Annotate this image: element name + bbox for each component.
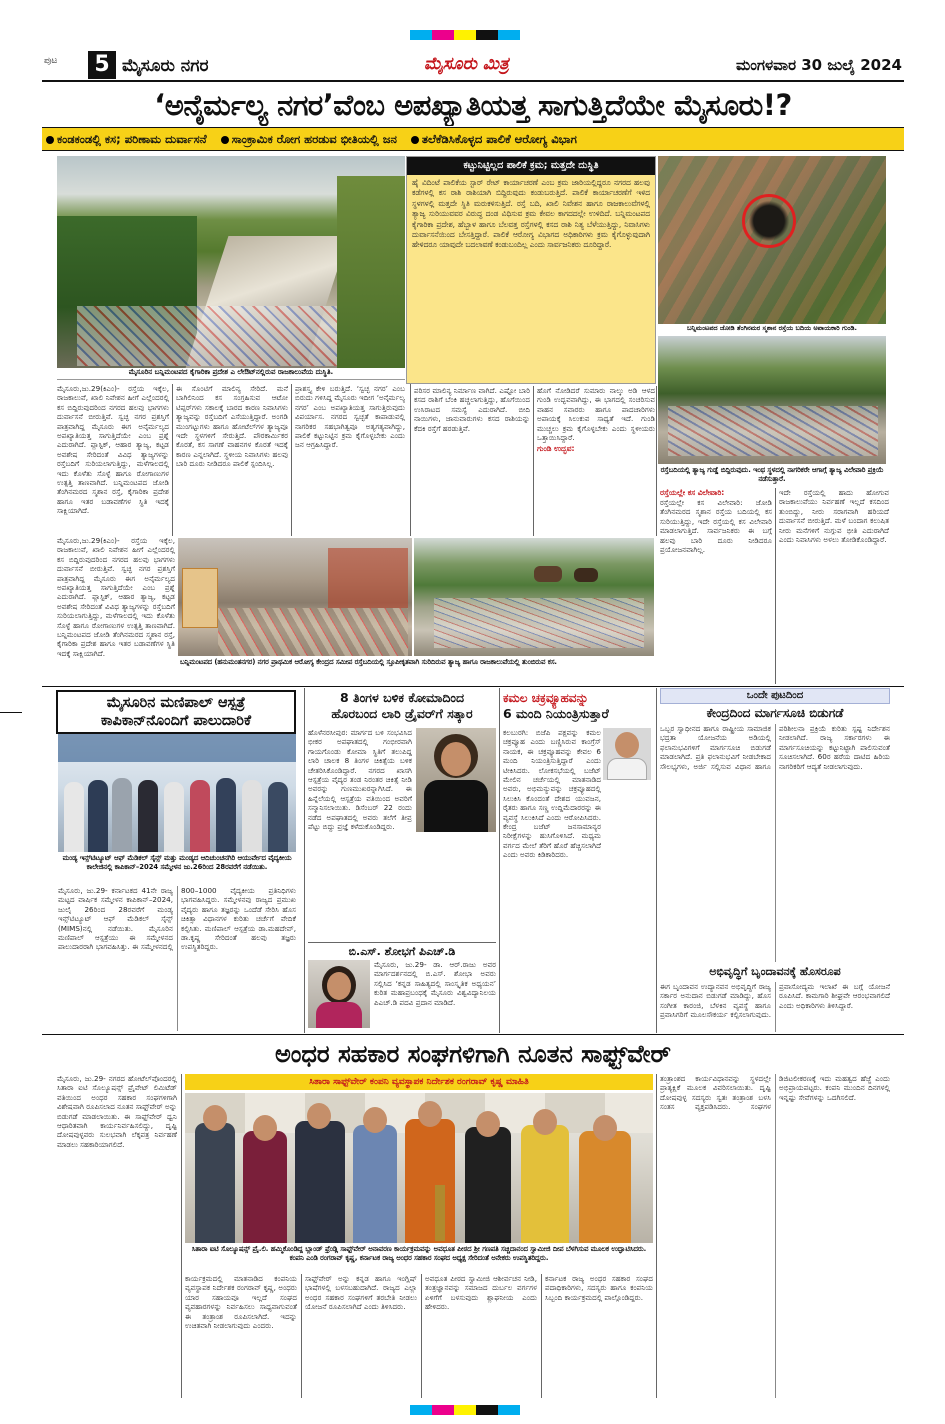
sidebar-title: ಕಟ್ಟುನಿಟ್ಟಿಲ್ಲದ ಪಾಲಿಕೆ ಕ್ರಮ; ಮತ್ತದೇ ದುಸ್ಥಿತಿ (407, 157, 655, 175)
guidelines-story (660, 688, 890, 1033)
software-launch-photo (185, 1093, 653, 1243)
software-photo-caption: ಸಿತಾರಾ ಐಟಿ ಸೊಲ್ಯೂಷನ್ಸ್ ಪ್ರೈ.ಲಿ. ಹಮ್ಮಿಕೊಂಡಿದ್ದ ಬ್ಲಾಂಡ್ ಫ್ರೆಂಡ್ಲಿ ಸಾಫ್ಟ್‌ವೇರ್ ಅನಾವರಣ ಕಾರ್ಯಕ್ರಮವನ್ನು ಅವಧೂತ ಪೀಠದ ಶ್ರೀ ಗಣಪತಿ ಸಚ್ಚಿದಾನಂದ ಸ್ವಾಮೀಜಿ ದೀಪ ಬೆಳಗಿಸುವ ಮೂಲಕ ಉದ್ಘಾಟಿಸಿದರು. ಕಂಪನಿ ಎಂಡಿ ರಂಗರಾವ್ ಕೃಷ್ಣ, ಕರ್ನಾಟಕ ರಾಜ್ಯ ಅಂಧರ ಸಹಕಾರ ಸಂಘದ ಅಧ್ಯಕ್ಷ ಸೇರಿದಂತೆ ಅನೇಕರು ಉಪಸ್ಥಿತರಿದ್ದರು. (191, 1245, 647, 1262)
road-hole-photo (658, 156, 886, 324)
roadside-photo-caption: ರಸ್ತೆಬದಿಯಲ್ಲಿ ತ್ಯಾಜ್ಯ ಗುಡ್ಡೆ ಬಿದ್ದಿರುವುದು. ಇಂಥ ಸ್ಥಳದಲ್ಲಿ ನಾಗರಿಕರೇ ಆಗಾಗ್ಗೆ ತ್ಯಾಜ್ಯ ವಿಲೇವಾರಿ ಪ್ರಕ್ರಿಯೆ ನಡೆಸುತ್ತಾರೆ. (660, 466, 884, 483)
software-tagline: ಸಿತಾರಾ ಸಾಫ್ಟ್‌ವೇರ್ ಕಂಪನಿ ವ್ಯವಸ್ಥಾಪಕ ನಿರ್ದೇಶಕ ರಂಗರಾವ್ ಕೃಷ್ಣ ಮಾಹಿತಿ (185, 1074, 653, 1090)
garbage-subhead: ರಸ್ತೆಯಲ್ಲೇ ಕಸ ವಿಲೇವಾರಿ: (660, 488, 725, 497)
lead-column-4: ಪರಿಸರ ಮಾಲಿನ್ಯ ನಿರ್ಮಾಣ ವಾಗಿದೆ. ಎಷ್ಟೋ ಬಾರಿ ಕಸದ ರಾಶಿಗೆ ಬೆಂಕಿ ಹಚ್ಚಲಾಗುತ್ತಿದ್ದು, ಹೊಗೆಯಿಂದ ಉಸಿರಾಟದ ಸಮಸ್ಯೆ ಎದುರಾಗಿದೆ. ಬೀದಿ ನಾಯಿಗಳು, ಜಾನುವಾರುಗಳು ಕಸದ ರಾಶಿಯನ್ನು ಕೆದಕಿ ರಸ್ತೆಗೆ ಹರಡುತ್ತಿವೆ. (414, 386, 530, 433)
hole-highlight-circle (742, 194, 796, 248)
brindavan-body: ಈಗ ಬೃಂದಾವನ ಉದ್ಯಾನವನ ಅಭಿವೃದ್ಧಿಗೆ ರಾಜ್ಯ ಸರ್ಕಾರ ಅನುದಾನ ಬಿಡುಗಡೆ ಮಾಡಿದ್ದು, ಹೊಸ ಸಂಗೀತ ಕಾರಂಜಿ, ಬೆಳಕಿನ ವ್ಯವಸ್ಥೆ ಹಾಗೂ ಪ್ರವಾಸಿಗರಿಗೆ ಮೂಲಸೌಕರ್ಯ ಕಲ್ಪಿಸಲಾಗುವುದು. ಪ್ರವಾಸೋದ್ಯಮ ಇಲಾಖೆ ಈ ಬಗ್ಗೆ ಯೋಜನೆ ರೂಪಿಸಿದೆ. ಕಾಮಗಾರಿ ಶೀಘ್ರವೇ ಆರಂಭವಾಗಲಿದೆ ಎಂದು ಅಧಿಕಾರಿಗಳು ತಿಳಿಸಿದ್ದಾರೆ. (660, 982, 890, 1020)
color-bar-bottom (410, 1405, 520, 1415)
software-column-3: ಸಾಫ್ಟ್‌ವೇರ್ ಅನ್ನು ಕನ್ನಡ ಹಾಗೂ ಇಂಗ್ಲಿಷ್ ಭಾಷೆಗಳಲ್ಲಿ ಬಳಸಬಹುದಾಗಿದೆ. ರಾಜ್ಯದ ಎಲ್ಲಾ ಅಂಧರ ಸಹಕಾರ ಸಂಘಗಳಿಗೆ ತರಬೇತಿ ನೀಡಲು ಯೋಜನೆ ರೂಪಿಸಲಾಗಿದೆ ಎಂದು ತಿಳಿಸಿದರು. (305, 1274, 417, 1312)
gundi-subhead: ಗುಂಡಿ ಉದ್ಭವ: (537, 444, 575, 454)
shobha-portrait (308, 960, 370, 1028)
guidelines-kicker: ಒಂದೇ ಪುಟದಿಂದ (660, 688, 890, 704)
lead-column-2: ಈ ಸೊಂಟಿಗೆ ಮಾಲಿನ್ಯ ಸೇರಿದೆ. ಮನೆ ಬಾಗಿಲಿನಿಂದ ಕಸ ಸಂಗ್ರಹಿಸುವ ಆಟೋ ಟಿಪ್ಪರ್‌ಗಳು ಸಕಾಲಕ್ಕೆ ಬಾರದ ಕಾರಣ ನಿವಾಸಿಗಳು ತ್ಯಾಜ್ಯವನ್ನು ರಸ್ತೆಬದಿಗೆ ಎಸೆಯುತ್ತಿದ್ದಾರೆ. ಅಂಗಡಿ ಮುಂಗಟ್ಟುಗಳು ಹಾಗೂ ಹೋಟೆಲ್‌ಗಳ ತ್ಯಾಜ್ಯವೂ ಇದೇ ಸ್ಥಳಗಳಿಗೆ ಸೇರುತ್ತಿದೆ. ಪೌರಕಾರ್ಮಿಕರ ಕೊರತೆ, ಕಸ ಸಾಗಣೆ ವಾಹನಗಳ ಕೊರತೆ ಇದಕ್ಕೆ ಕಾರಣ ಎನ್ನಲಾಗಿದೆ. ಸ್ಥಳೀಯ ನಿವಾಸಿಗಳು ಹಲವು ಬಾರಿ ದೂರು ನೀಡಿದರೂ ಪಾಲಿಕೆ ಸ್ಪಂದಿಸಿಲ್ಲ. (176, 384, 288, 469)
issue-date: ಮಂಗಳವಾರ 30 ಜುಲೈ 2024 (735, 56, 902, 74)
construction-debris-photo (178, 538, 412, 656)
software-column-2: ಕಾರ್ಯಕ್ರಮದಲ್ಲಿ ಮಾತನಾಡಿದ ಕಂಪನಿಯ ವ್ಯವಸ್ಥಾಪಕ ನಿರ್ದೇಶಕ ರಂಗರಾವ್ ಕೃಷ್ಣ, ಅಂಧರು ಯಾರ ಸಹಾಯವೂ ಇಲ್ಲದೆ ಸಂಘದ ವ್ಯವಹಾರಗಳನ್ನು ನಿರ್ವಹಿಸಲು ಸಾಧ್ಯವಾಗುವಂತೆ ಈ ತಂತ್ರಾಂಶ ರೂಪಿಸಲಾಗಿದೆ. ಇದನ್ನು ಉಚಿತವಾಗಿ ನೀಡಲಾಗುವುದು ಎಂದರು. (185, 1274, 297, 1331)
hanumanthanagar-caption: ಬನ್ನಿಮಂಟಪದ (ಹನುಮಂತನಗರ) ನಗರ ಪ್ರಾಥಮಿಕ ಆರೋಗ್ಯ ಕೇಂದ್ರದ ಸಮೀಪ ರಸ್ತೆಬದಿಯಲ್ಲಿ ಸ್ತೂಪೀಕೃತವಾಗಿ ಸುರಿದಿರುವ ತ್ಯಾಜ್ಯ ಹಾಗೂ ರಾಜಕಾಲುವೆಯಲ್ಲಿ ತುಂಬಿರುವ ಕಸ. (180, 658, 558, 666)
coma-story (308, 688, 496, 1033)
lead-headline: ‘ಅನೈರ್ಮಲ್ಯ ನಗರ’ವೆಂಬ ಅಪಖ್ಯಾತಿಯತ್ತ ಸಾಗುತ್ತಿದೆಯೇ ಮೈಸೂರು!? (154, 88, 792, 122)
lead-bullet-1: ಕಂಡಕಂಡಲ್ಲಿ ಕಸ; ಪರಿಣಾಮ ದುರ್ವಾಸನೆ (46, 132, 207, 146)
lead-column-5-text: ಹೊಗೆ ನೋಡಿದರೆ ಸುಮಾರು ನಾಲ್ಕು ಅಡಿ ಆಳದ ಗುಂಡಿ ಉದ್ಭವವಾಗಿದ್ದು, ಈ ಭಾಗದಲ್ಲಿ ಸಂಚರಿಸುವ ವಾಹನ ಸವಾರರು ಹಾಗೂ ಪಾದಚಾರಿಗಳು ಅಪಾಯಕ್ಕೆ ಸಿಲುಕುವ ಸಾಧ್ಯತೆ ಇದೆ. ಗುಂಡಿ ಮುಚ್ಚಲು ಕ್ರಮ ಕೈಗೊಳ್ಳಬೇಕು ಎಂದು ಸ್ಥಳೀಯರು ಒತ್ತಾಯಿಸಿದ್ದಾರೆ. (537, 386, 655, 443)
masthead (42, 50, 904, 82)
phd-body: ಮೈಸೂರು, ಜು.29- ಡಾ. ಆರ್.ರಾಜು ಅವರ ಮಾರ್ಗದರ್ಶನದಲ್ಲಿ ಬಿ.ಎಸ್. ಶೋಭಾ ಅವರು ಸಲ್ಲಿಸಿದ ‘ಕನ್ನಡ ಸಾಹಿತ್ಯದಲ್ಲಿ ಸಾಂಸ್ಕೃತಿಕ ಅಧ್ಯಯನ’ ಕುರಿತ ಮಹಾಪ್ರಬಂಧಕ್ಕೆ ಮೈಸೂರು ವಿಶ್ವವಿದ್ಯಾನಿಲಯ ಪಿಎಚ್.ಡಿ ಪದವಿ ಪ್ರದಾನ ಮಾಡಿದೆ. (374, 960, 496, 1007)
manipal-event-photo (58, 734, 296, 852)
sidebar-story (406, 156, 656, 384)
brindavan-subhead: ಅಭಿವೃದ್ಧಿಗೆ ಬೃಂದಾವನಕ್ಕೆ ಹೊಸರೂಪ (709, 965, 841, 978)
kamala-headline-line2: 6 ಮಂದಿ ನಿಯಂತ್ರಿಸುತ್ತಾರೆ (503, 706, 609, 721)
paper-name: ಮೈಸೂರು ಮಿತ್ರ (424, 54, 509, 74)
page-label: ಪುಟ (44, 56, 58, 66)
canal-photo-caption: ಮೈಸೂರಿನ ಬನ್ನಿಮಂಟಪದ ಕೈಗಾರಿಕಾ ಪ್ರದೇಶ ಎ ಲೇಔಟ್‌ನಲ್ಲಿರುವ ರಾಜಕಾಲುವೆಯ ದುಸ್ಥಿತಿ. (57, 368, 405, 380)
roadside-garbage-photo (658, 336, 886, 464)
canal-garbage-photo (57, 156, 405, 368)
phd-title: ಬಿ.ಎಸ್. ಶೋಭಗೆ ಪಿಎಚ್.ಡಿ (308, 942, 496, 959)
kamala-body: ಕಲಬುರಗಿ: ಬಿಜೆಪಿ ಪಕ್ಷವನ್ನು ಕಮಲ ಚಕ್ರವ್ಯೂಹ ಎಂದು ಬಣ್ಣಿಸಿರುವ ಕಾಂಗ್ರೆಸ್ ನಾಯಕ, ಈ ಚಕ್ರವ್ಯೂಹವನ್ನು ಕೇವಲ 6 ಮಂದಿ ನಿಯಂತ್ರಿಸುತ್ತಿದ್ದಾರೆ ಎಂದು ಟೀಕಿಸಿದರು. ಲೋಕಸಭೆಯಲ್ಲಿ ಬಜೆಟ್ ಮೇಲಿನ ಚರ್ಚೆಯಲ್ಲಿ ಮಾತನಾಡಿದ ಅವರು, ಅಭಿಮನ್ಯುವನ್ನು ಚಕ್ರವ್ಯೂಹದಲ್ಲಿ ಸಿಲುಕಿಸಿ ಕೊಂದಂತೆ ದೇಶದ ಯುವಜನ, ರೈತರು ಹಾಗೂ ಸಣ್ಣ ಉದ್ದಿಮೆದಾರರನ್ನು ಈ ವ್ಯವಸ್ಥೆ ಸಿಲುಕಿಸಿದೆ ಎಂದು ಆರೋಪಿಸಿದರು. ಕೇಂದ್ರ ಬಜೆಟ್ ಜನಸಾಮಾನ್ಯರ ನಿರೀಕ್ಷೆಗಳನ್ನು ಹುಸಿಗೊಳಿಸಿದೆ. ಮಧ್ಯಮ ವರ್ಗದ ಮೇಲೆ ತೆರಿಗೆ ಹೊರೆ ಹೆಚ್ಚಿಸಲಾಗಿದೆ ಎಂದು ಅವರು ಕಿಡಿಕಾರಿದರು. (503, 728, 601, 860)
guidelines-body: ಒಬ್ಬರ ಸ್ವಾಧೀನದ ಹಾಗೂ ರಾಷ್ಟ್ರೀಯ ಸಾಮಾಜಿಕ ಭದ್ರತಾ ಯೋಜನೆಯ ಅಡಿಯಲ್ಲಿ ಫಲಾನುಭವಿಗಳಿಗೆ ಮಾರ್ಗಸೂಚಿ ಬಿಡುಗಡೆ ಮಾಡಲಾಗಿದೆ. ಪ್ರತಿ ಫಲಾನುಭವಿಗೆ ನೀಡಬೇಕಾದ ಸೌಲಭ್ಯಗಳು, ಅರ್ಜಿ ಸಲ್ಲಿಸುವ ವಿಧಾನ ಹಾಗೂ ಪರಿಶೀಲನಾ ಪ್ರಕ್ರಿಯೆ ಕುರಿತು ಸ್ಪಷ್ಟ ನಿರ್ದೇಶನ ನೀಡಲಾಗಿದೆ. ರಾಜ್ಯ ಸರ್ಕಾರಗಳು ಈ ಮಾರ್ಗಸೂಚಿಯನ್ನು ಕಟ್ಟುನಿಟ್ಟಾಗಿ ಪಾಲಿಸುವಂತೆ ಸೂಚಿಸಲಾಗಿದೆ. 60ರ ಹರೆಯ ದಾಟಿದ ಹಿರಿಯ ನಾಗರಿಕರಿಗೆ ಆದ್ಯತೆ ನೀಡಲಾಗುವುದು. (660, 724, 890, 771)
coma-headline-line1: 8 ತಿಂಗಳ ಬಳಿಕ ಕೋಮಾದಿಂದ (339, 690, 465, 705)
lead-column-6 (660, 488, 772, 684)
kamala-story (503, 688, 653, 1033)
kamala-headline-line1: ಕಮಲ ಚಕ್ರವ್ಯೂಹವನ್ನು (503, 691, 589, 705)
crop-mark-left (0, 712, 22, 713)
sidebar-body: ಹೈ ವಿದಿಂಟೆ ಪಾಲಿಕೆಯ ಸ್ಟಾರ್ ರೇಟ್ ಕಾರ್ಯಾಚರಣೆ ಎಂಬ ಕ್ರಮ ಜಾರಿಯಲ್ಲಿದ್ದರೂ ನಗರದ ಹಲವು ಕಡೆಗಳಲ್ಲಿ ಕಸ ರಾಶಿ ರಾಶಿಯಾಗಿ ಬಿದ್ದಿರುವುದು ಕಂಡುಬರುತ್ತಿದೆ. ಪಾಲಿಕೆ ಕಾರ್ಯಾಚರಣೆಗೆ ಇಳಿದ ಸ್ಥಳಗಳಲ್ಲಿ ಮತ್ತದೇ ಸ್ಥಿತಿ ಮರುಕಳಿಸುತ್ತಿದೆ. ರಸ್ತೆ ಬದಿ, ಖಾಲಿ ನಿವೇಶನ ಹಾಗೂ ರಾಜಕಾಲುವೆಗಳಲ್ಲಿ ತ್ಯಾಜ್ಯ ಸುರಿಯುವವರ ವಿರುದ್ಧ ದಂಡ ವಿಧಿಸುವ ಕ್ರಮ ಕೇವಲ ಕಾಗದದಲ್ಲೇ ಉಳಿದಿದೆ. ಬನ್ನಿಮಂಟಪದ ಕೈಗಾರಿಕಾ ಪ್ರದೇಶ, ಹೆಬ್ಬಾಳ ಹಾಗೂ ಬೆಲವತ್ತ ರಸ್ತೆಗಳಲ್ಲಿ ಕಸದ ರಾಶಿ ನಿತ್ಯ ಬೆಳೆಯುತ್ತಿದ್ದು, ನಿವಾಸಿಗಳು ದುರ್ವಾಸನೆಯಿಂದ ಬೇಸತ್ತಿದ್ದಾರೆ. ಪಾಲಿಕೆ ಆರೋಗ್ಯ ವಿಭಾಗದ ಅಧಿಕಾರಿಗಳು ಕ್ರಮ ಕೈಗೊಳ್ಳುವುದಾಗಿ ಹೇಳಿದರೂ ಯಾವುದೇ ಬದಲಾವಣೆ ಕಂಡುಬಂದಿಲ್ಲ ಎಂದು ಸಾರ್ವಜನಿಕರು ದೂರಿದ್ದಾರೆ. (407, 175, 655, 384)
manipal-story (42, 688, 300, 1033)
lamp-icon (435, 1185, 445, 1241)
manipal-headline-line1: ಮೈಸೂರಿನ ಮಣಿಪಾಲ್ ಆಸ್ಪತ್ರೆ (106, 695, 246, 711)
road-hole-caption: ಬನ್ನಿಮಂಟಪದ ಜೋಡಿ ತೆಂಗಿನಮರ ಸ್ಮಶಾನ ರಸ್ತೆಯ ಬದಿಯ ಅಪಾಯಕಾರಿ ಗುಂಡಿ. (687, 324, 857, 332)
software-headline: ಅಂಧರ ಸಹಕಾರ ಸಂಘಗಳಿಗಾಗಿ ನೂತನ ಸಾಫ್ಟ್‌ವೇರ್ (274, 1040, 672, 1068)
page-number: 5 (88, 51, 116, 79)
lead-bullet-3: ತಲೆಕೆಡಿಸಿಕೊಳ್ಳದ ಪಾಲಿಕೆ ಆರೋಗ್ಯ ವಿಭಾಗ (411, 132, 577, 146)
bullet-icon (221, 136, 229, 144)
driver-photo (416, 728, 496, 832)
software-column-1: ಮೈಸೂರು, ಜು.29- ನಗರದ ಹೋಟೆಲ್‌ವೊಂದರಲ್ಲಿ ಸಿತಾರಾ ಐಟಿ ಸೊಲ್ಯೂಷನ್ಸ್ ಪ್ರೈವೇಟ್ ಲಿಮಿಟೆಡ್ ವತಿಯಿಂದ ಅಂಧರ ಸಹಕಾರ ಸಂಘಗಳಿಗಾಗಿ ವಿಶೇಷವಾಗಿ ರೂಪಿಸಲಾದ ನೂತನ ಸಾಫ್ಟ್‌ವೇರ್ ಅನ್ನು ಬಿಡುಗಡೆ ಮಾಡಲಾಯಿತು. ಈ ಸಾಫ್ಟ್‌ವೇರ್ ಧ್ವನಿ ಆಧಾರಿತವಾಗಿ ಕಾರ್ಯನಿರ್ವಹಿಸಲಿದ್ದು, ದೃಷ್ಟಿ ದೋಷವುಳ್ಳವರು ಸುಲಭವಾಗಿ ಲೆಕ್ಕಪತ್ರ ನಿರ್ವಹಣೆ ಮಾಡಲು ಸಹಕಾರಿಯಾಗಲಿದೆ. (57, 1074, 177, 1149)
manipal-headline-line2: ಕಾಪಿಕಾನ್‌ನೊಂದಿಗೆ ಪಾಲುದಾರಿಕೆ (100, 713, 252, 729)
lead-bullet-bar (42, 127, 904, 151)
lead-column-6-text: ರಸ್ತೆಯಲ್ಲೇ ಕಸ ವಿಲೇವಾರಿ: ಜೋಡಿ ತೆಂಗಿನಮರದ ಸ್ಮಶಾನ ರಸ್ತೆಯ ಬದಿಯಲ್ಲಿ ಕಸ ಸುರಿಯುತ್ತಿದ್ದು, ಇದೇ ರಸ್ತೆಯಲ್ಲಿ ಕಸ ವಿಲೇವಾರಿ ಮಾಡಲಾಗುತ್ತಿದೆ. ಸಾರ್ವಜನಿಕರು ಈ ಬಗ್ಗೆ ಹಲವು ಬಾರಿ ದೂರು ನೀಡಿದರೂ ಪ್ರಯೋಜನವಾಗಿಲ್ಲ. (660, 498, 772, 555)
street-cattle-photo (414, 538, 654, 656)
software-column-5: ಕರ್ನಾಟಕ ರಾಜ್ಯ ಅಂಧರ ಸಹಕಾರ ಸಂಘದ ಪದಾಧಿಕಾರಿಗಳು, ಸದಸ್ಯರು ಹಾಗೂ ಕಂಪನಿಯ ಸಿಬ್ಬಂದಿ ಕಾರ್ಯಕ್ರಮದಲ್ಲಿ ಪಾಲ್ಗೊಂಡಿದ್ದರು. (545, 1274, 653, 1302)
section-name: ಮೈಸೂರು ನಗರ (122, 56, 209, 76)
coma-body: ಹೊಳೆನರಸೀಪುರ: ಮಾರ್ಗದ ಬಳಿ ಸಂಭವಿಸಿದ ಭೀಕರ ಅಪಘಾತದಲ್ಲಿ ಗಂಭೀರವಾಗಿ ಗಾಯಗೊಂಡು ಕೋಮಾ ಸ್ಥಿತಿಗೆ ತಲುಪಿದ್ದ ಲಾರಿ ಚಾಲಕ 8 ತಿಂಗಳ ಚಿಕಿತ್ಸೆಯ ಬಳಿಕ ಚೇತರಿಸಿಕೊಂಡಿದ್ದಾರೆ. ನಗರದ ಖಾಸಗಿ ಆಸ್ಪತ್ರೆಯ ವೈದ್ಯರ ತಂಡ ನಿರಂತರ ಚಿಕಿತ್ಸೆ ನೀಡಿ ಅವರನ್ನು ಗುಣಮುಖರನ್ನಾಗಿಸಿದೆ. ಈ ಹಿನ್ನೆಲೆಯಲ್ಲಿ ಆಸ್ಪತ್ರೆಯ ವತಿಯಿಂದ ಅವರಿಗೆ ಸನ್ಮಾನಿಸಲಾಯಿತು. ಡಿಸೆಂಬರ್ 22 ರಂದು ನಡೆದ ಅಪಘಾತದಲ್ಲಿ ಅವರು ತಲೆಗೆ ತೀವ್ರ ಪೆಟ್ಟು ಬಿದ್ದು ಪ್ರಜ್ಞೆ ಕಳೆದುಕೊಂಡಿದ್ದರು. (308, 728, 412, 832)
software-column-4: ಅವಧೂತ ಪೀಠದ ಸ್ವಾಮೀಜಿ ಆಶೀರ್ವಚನ ನೀಡಿ, ತಂತ್ರಜ್ಞಾನವನ್ನು ಸಮಾಜದ ದುರ್ಬಲ ವರ್ಗಗಳ ಏಳಿಗೆಗೆ ಬಳಸುವುದು ಶ್ಲಾಘನೀಯ ಎಂದು ಹೇಳಿದರು. (425, 1274, 537, 1312)
lead-column-3: ಪ್ರಾಶಸ್ತ್ಯ ಕೇಳಿ ಬರುತ್ತಿದೆ. ‘ಸ್ವಚ್ಛ ನಗರ’ ಎಂಬ ಬಿರುದು ಗಳಿಸಿದ್ದ ಮೈಸೂರು ಇದೀಗ ‘ಅನೈರ್ಮಲ್ಯ ನಗರ’ ಎಂಬ ಅಪಖ್ಯಾತಿಯತ್ತ ಸಾಗುತ್ತಿರುವುದು ವಿಪರ್ಯಾಸ. ನಗರದ ಸ್ವಚ್ಛತೆ ಕಾಪಾಡುವಲ್ಲಿ ನಾಗರಿಕರ ಸಹಭಾಗಿತ್ವವೂ ಅತ್ಯಗತ್ಯವಾಗಿದ್ದು, ಪಾಲಿಕೆ ಕಟ್ಟುನಿಟ್ಟಿನ ಕ್ರಮ ಕೈಗೊಳ್ಳಬೇಕು ಎಂದು ಜನ ಆಗ್ರಹಿಸಿದ್ದಾರೆ. (295, 384, 405, 450)
lead-bullet-2: ಸಾಂಕ್ರಾಮಿಕ ರೋಗ ಹರಡುವ ಭೀತಿಯಲ್ಲಿ ಜನ (221, 132, 397, 146)
manipal-headline-box (56, 690, 296, 734)
color-bar-top (410, 30, 520, 40)
guidelines-headline: ಕೇಂದ್ರದಿಂದ ಮಾರ್ಗಸೂಚಿ ಬಿಡುಗಡೆ (706, 706, 844, 720)
politician-photo (603, 728, 651, 780)
lead-column-5 (537, 386, 655, 536)
bullet-icon (46, 136, 54, 144)
lead-column-1: ಮೈಸೂರು,ಜು.29(ಕಿಎಂ)- ರಸ್ತೆಯ ಇಕ್ಕೆಲ, ರಾಜಕಾಲುವೆ, ಖಾಲಿ ನಿವೇಶನ ಹೀಗೆ ಎಲ್ಲೆಂದರಲ್ಲಿ ಕಸ ಬಿದ್ದಿರುವುದರಿಂದ ನಗರದ ಹಲವು ಭಾಗಗಳು ದುರ್ವಾಸನೆ ಬೀರುತ್ತಿವೆ. ಸ್ವಚ್ಛ ನಗರ ಪ್ರಶಸ್ತಿಗೆ ಪಾತ್ರವಾಗಿದ್ದ ಮೈಸೂರು ಈಗ ಅನೈರ್ಮಲ್ಯದ ಅಪಖ್ಯಾತಿಯತ್ತ ಸಾಗುತ್ತಿದೆಯೇ ಎಂಬ ಪ್ರಶ್ನೆ ಎದುರಾಗಿದೆ. ಪ್ಲಾಸ್ಟಿಕ್, ಆಹಾರ ತ್ಯಾಜ್ಯ, ಕಟ್ಟಡ ಅವಶೇಷ ಸೇರಿದಂತೆ ವಿವಿಧ ತ್ಯಾಜ್ಯಗಳನ್ನು ರಸ್ತೆಬದಿಗೆ ಸುರಿಯಲಾಗುತ್ತಿದ್ದು, ಮಳೆಗಾಲದಲ್ಲಿ ಇದು ಕೊಳೆತು ಸೊಳ್ಳೆ ಹಾಗೂ ರೋಗಾಣುಗಳ ಉತ್ಪತ್ತಿ ತಾಣವಾಗಿದೆ. ಬನ್ನಿಮಂಟಪದ ಜೋಡಿ ತೆಂಗಿನಮರದ ಸ್ಮಶಾನ ರಸ್ತೆ, ಕೈಗಾರಿಕಾ ಪ್ರದೇಶ ಹಾಗೂ ಇತರ ಬಡಾವಣೆಗಳ ಸ್ಥಿತಿ ಇದಕ್ಕೆ ಸಾಕ್ಷಿಯಾಗಿದೆ. (57, 384, 169, 516)
coma-headline-line2: ಹೊರಬಂದ ಲಾರಿ ಡ್ರೈವರ್‌ಗೆ ಸತ್ಕಾರ (331, 706, 473, 721)
bullet-icon (411, 136, 419, 144)
software-column-6: ತಂತ್ರಾಂಶದ ಕಾರ್ಯವಿಧಾನವನ್ನು ಸ್ಥಳದಲ್ಲೇ ಪ್ರಾತ್ಯಕ್ಷಿಕೆ ಮೂಲಕ ವಿವರಿಸಲಾಯಿತು. ದೃಷ್ಟಿ ದೋಷವುಳ್ಳ ಸದಸ್ಯರು ಸ್ವತಃ ತಂತ್ರಾಂಶ ಬಳಸಿ ಸಂತಸ ವ್ಯಕ್ತಪಡಿಸಿದರು. ಸಂಘಗಳ ಡಿಜಿಟಲೀಕರಣಕ್ಕೆ ಇದು ಮಹತ್ವದ ಹೆಜ್ಜೆ ಎಂದು ಅಭಿಪ್ರಾಯಪಟ್ಟರು. ಕಂಪನಿ ಮುಂದಿನ ದಿನಗಳಲ್ಲಿ ಇನ್ನಷ್ಟು ಸೇವೆಗಳನ್ನು ಒದಗಿಸಲಿದೆ. (660, 1074, 890, 1112)
lead-column-1b: ಮೈಸೂರು,ಜು.29(ಕಿಎಂ)- ರಸ್ತೆಯ ಇಕ್ಕೆಲ, ರಾಜಕಾಲುವೆ, ಖಾಲಿ ನಿವೇಶನ ಹೀಗೆ ಎಲ್ಲೆಂದರಲ್ಲಿ ಕಸ ಬಿದ್ದಿರುವುದರಿಂದ ನಗರದ ಹಲವು ಭಾಗಗಳು ದುರ್ವಾಸನೆ ಬೀರುತ್ತಿವೆ. ಸ್ವಚ್ಛ ನಗರ ಪ್ರಶಸ್ತಿಗೆ ಪಾತ್ರವಾಗಿದ್ದ ಮೈಸೂರು ಈಗ ಅನೈರ್ಮಲ್ಯದ ಅಪಖ್ಯಾತಿಯತ್ತ ಸಾಗುತ್ತಿದೆಯೇ ಎಂಬ ಪ್ರಶ್ನೆ ಎದುರಾಗಿದೆ. ಪ್ಲಾಸ್ಟಿಕ್, ಆಹಾರ ತ್ಯಾಜ್ಯ, ಕಟ್ಟಡ ಅವಶೇಷ ಸೇರಿದಂತೆ ವಿವಿಧ ತ್ಯಾಜ್ಯಗಳನ್ನು ರಸ್ತೆಬದಿಗೆ ಸುರಿಯಲಾಗುತ್ತಿದ್ದು, ಮಳೆಗಾಲದಲ್ಲಿ ಇದು ಕೊಳೆತು ಸೊಳ್ಳೆ ಹಾಗೂ ರೋಗಾಣುಗಳ ಉತ್ಪತ್ತಿ ತಾಣವಾಗಿದೆ. ಬನ್ನಿಮಂಟಪದ ಜೋಡಿ ತೆಂಗಿನಮರದ ಸ್ಮಶಾನ ರಸ್ತೆ, ಕೈಗಾರಿಕಾ ಪ್ರದೇಶ ಹಾಗೂ ಇತರ ಬಡಾವಣೆಗಳ ಸ್ಥಿತಿ ಇದಕ್ಕೆ ಸಾಕ್ಷಿಯಾಗಿದೆ. (57, 536, 175, 658)
manipal-photo-caption: ಮಂಡ್ಯ ಇನ್ಸ್‌ಟಿಟ್ಯೂಟ್ ಆಫ್ ಮೆಡಿಕಲ್ ಸೈನ್ಸ್ ಮತ್ತು ಮಂಡ್ಯದ ಆದಿಚುಂಚನಗಿರಿ ಆಯುರ್ವೇದ ವೈದ್ಯಕೀಯ ಕಾಲೇಜಿನಲ್ಲಿ ಕಾಪಿಕಾನ್–2024 ಸಮ್ಮೇಳನ ಜು.26ರಿಂದ 28ರವರೆಗೆ ನಡೆಯಿತು. (62, 854, 292, 871)
lead-column-7: ಇದೇ ರಸ್ತೆಯಲ್ಲಿ ಹಾದು ಹೋಗುವ ರಾಜಕಾಲುವೆಯು ನಿರ್ವಹಣೆ ಇಲ್ಲದೆ ಕಸದಿಂದ ತುಂಬಿದ್ದು, ನೀರು ಸರಾಗವಾಗಿ ಹರಿಯದೆ ದುರ್ವಾಸನೆ ಬೀರುತ್ತಿದೆ. ಮಳೆ ಬಂದಾಗ ಕಲುಷಿತ ನೀರು ಮನೆಗಳಿಗೆ ನುಗ್ಗುವ ಭೀತಿ ಎದುರಾಗಿದೆ ಎಂದು ನಿವಾಸಿಗಳು ಅಳಲು ತೋಡಿಕೊಂಡಿದ್ದಾರೆ. (779, 488, 889, 545)
manipal-body: ಮೈಸೂರು, ಜು.29- ಕರ್ನಾಟಕದ 41ನೇ ರಾಜ್ಯ ಮಟ್ಟದ ವಾರ್ಷಿಕ ಸಮ್ಮೇಳನ ಕಾಪಿಕಾನ್–2024, ಜುಲೈ 26ರಿಂದ 28ರವರೆಗೆ ಮಂಡ್ಯ ಇನ್ಸ್‌ಟಿಟ್ಯೂಟ್ ಆಫ್ ಮೆಡಿಕಲ್ ಸೈನ್ಸ್ (MIMS)ನಲ್ಲಿ ನಡೆಯಿತು. ಮೈಸೂರಿನ ಮಣಿಪಾಲ್ ಆಸ್ಪತ್ರೆಯು ಈ ಸಮ್ಮೇಳನದ ಪಾಲುದಾರರಾಗಿ ಭಾಗವಹಿಸಿತ್ತು. ಈ ಸಮ್ಮೇಳನದಲ್ಲಿ 800–1000 ವೈದ್ಯಕೀಯ ಪ್ರತಿನಿಧಿಗಳು ಭಾಗವಹಿಸಿದ್ದರು. ಸಮ್ಮೇಳನವು ರಾಜ್ಯದ ಪ್ರಮುಖ ವೈದ್ಯರು ಹಾಗೂ ತಜ್ಞರನ್ನು ಒಂದೆಡೆ ಸೇರಿಸಿ ಹೊಸ ಚಿಕಿತ್ಸಾ ವಿಧಾನಗಳ ಕುರಿತು ಚರ್ಚೆಗೆ ವೇದಿಕೆ ಕಲ್ಪಿಸಿತು. ಮಣಿಪಾಲ್ ಆಸ್ಪತ್ರೆಯ ಡಾ.ಮಹದೇವ್, ಡಾ.ಕೃಷ್ಣ ಸೇರಿದಂತೆ ಹಲವು ತಜ್ಞರು ಉಪಸ್ಥಿತರಿದ್ದರು. (58, 886, 296, 952)
